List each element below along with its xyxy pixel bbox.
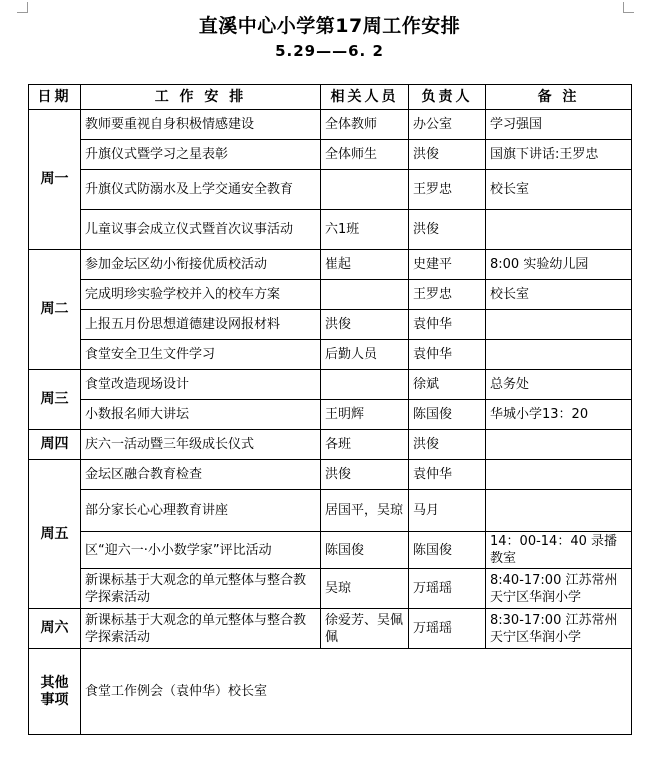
owner-cell: 袁仲华 bbox=[409, 310, 486, 340]
owner-cell: 万瑶瑶 bbox=[409, 569, 486, 609]
table-row bbox=[29, 210, 632, 250]
page-title: 直溪中心小学第17周工作安排 bbox=[198, 15, 461, 37]
note-cell bbox=[486, 430, 632, 460]
table-row bbox=[29, 460, 632, 490]
owner-cell: 洪俊 bbox=[409, 140, 486, 170]
table-row bbox=[29, 250, 632, 280]
owner-cell: 马月 bbox=[409, 490, 486, 532]
people-cell: 王明辉 bbox=[321, 400, 409, 430]
other-matters-label-text: 其他事项 bbox=[40, 674, 69, 708]
note-cell bbox=[486, 210, 632, 250]
people-cell: 全体教师 bbox=[321, 110, 409, 140]
header-owner: 负责人 bbox=[409, 85, 486, 110]
day-label-wednesday: 周三 bbox=[29, 370, 81, 430]
day-label-saturday: 周六 bbox=[29, 609, 81, 649]
day-label-tuesday: 周二 bbox=[29, 250, 81, 370]
header-task: 工 作 安 排 bbox=[81, 85, 321, 110]
table-row bbox=[29, 609, 632, 649]
owner-cell: 洪俊 bbox=[409, 430, 486, 460]
people-cell: 居国平，吴琼 bbox=[321, 490, 409, 532]
table-row bbox=[29, 170, 632, 210]
day-label-monday: 周一 bbox=[29, 110, 81, 250]
note-cell: 校长室 bbox=[486, 170, 632, 210]
note-cell: 8:00 实验幼儿园 bbox=[486, 250, 632, 280]
note-cell bbox=[486, 460, 632, 490]
people-cell: 徐爱芳、吴佩佩 bbox=[321, 609, 409, 649]
header-people: 相关人员 bbox=[321, 85, 409, 110]
task-cell: 上报五月份思想道德建设网报材料 bbox=[81, 310, 321, 340]
task-cell: 升旗仪式暨学习之星表彰 bbox=[81, 140, 321, 170]
date-range: 5.29——6. 2 bbox=[275, 42, 384, 60]
people-cell: 洪俊 bbox=[321, 310, 409, 340]
task-cell: 区“迎六一·小小数学家”评比活动 bbox=[81, 532, 321, 569]
table-row bbox=[29, 110, 632, 140]
table-row bbox=[29, 340, 632, 370]
task-cell: 庆六一活动暨三年级成长仪式 bbox=[81, 430, 321, 460]
note-cell: 华城小学13：20 bbox=[486, 400, 632, 430]
table-row-other bbox=[29, 649, 632, 735]
task-cell: 教师要重视自身积极情感建设 bbox=[81, 110, 321, 140]
people-cell: 全体师生 bbox=[321, 140, 409, 170]
owner-cell: 徐斌 bbox=[409, 370, 486, 400]
table-row bbox=[29, 400, 632, 430]
people-cell: 各班 bbox=[321, 430, 409, 460]
header-date: 日期 bbox=[29, 85, 81, 110]
task-cell: 参加金坛区幼小衔接优质校活动 bbox=[81, 250, 321, 280]
people-cell: 洪俊 bbox=[321, 460, 409, 490]
task-cell: 食堂安全卫生文件学习 bbox=[81, 340, 321, 370]
other-matters-content: 食堂工作例会（袁仲华）校长室 bbox=[81, 649, 632, 735]
table-row bbox=[29, 280, 632, 310]
task-cell: 金坛区融合教育检查 bbox=[81, 460, 321, 490]
task-cell: 小数报名师大讲坛 bbox=[81, 400, 321, 430]
note-cell: 校长室 bbox=[486, 280, 632, 310]
other-matters-label bbox=[29, 649, 81, 735]
day-label-friday: 周五 bbox=[29, 460, 81, 609]
owner-cell: 办公室 bbox=[409, 110, 486, 140]
table-row bbox=[29, 430, 632, 460]
owner-cell: 万瑶瑶 bbox=[409, 609, 486, 649]
header-note: 备 注 bbox=[486, 85, 632, 110]
owner-cell: 陈国俊 bbox=[409, 532, 486, 569]
task-cell: 食堂改造现场设计 bbox=[81, 370, 321, 400]
owner-cell: 袁仲华 bbox=[409, 460, 486, 490]
note-cell bbox=[486, 310, 632, 340]
note-cell: 14：00-14：40 录播教室 bbox=[486, 532, 632, 569]
owner-cell: 陈国俊 bbox=[409, 400, 486, 430]
task-cell: 完成明珍实验学校并入的校车方案 bbox=[81, 280, 321, 310]
schedule-table bbox=[28, 84, 632, 735]
note-cell: 总务处 bbox=[486, 370, 632, 400]
note-cell: 学习强国 bbox=[486, 110, 632, 140]
people-cell: 陈国俊 bbox=[321, 532, 409, 569]
people-cell bbox=[321, 170, 409, 210]
owner-cell: 王罗忠 bbox=[409, 280, 486, 310]
owner-cell: 洪俊 bbox=[409, 210, 486, 250]
note-cell bbox=[486, 340, 632, 370]
table-row bbox=[29, 490, 632, 532]
table-row bbox=[29, 569, 632, 609]
day-label-thursday: 周四 bbox=[29, 430, 81, 460]
people-cell bbox=[321, 370, 409, 400]
people-cell: 后勤人员 bbox=[321, 340, 409, 370]
people-cell: 六1班 bbox=[321, 210, 409, 250]
task-cell: 新课标基于大观念的单元整体与整合教学探索活动 bbox=[81, 609, 321, 649]
table-row bbox=[29, 140, 632, 170]
owner-cell: 袁仲华 bbox=[409, 340, 486, 370]
note-cell: 8:30-17:00 江苏常州天宁区华润小学 bbox=[486, 609, 632, 649]
owner-cell: 王罗忠 bbox=[409, 170, 486, 210]
note-cell: 国旗下讲话:王罗忠 bbox=[486, 140, 632, 170]
task-cell: 新课标基于大观念的单元整体与整合教学探索活动 bbox=[81, 569, 321, 609]
task-cell: 部分家长心心理教育讲座 bbox=[81, 490, 321, 532]
note-cell: 8:40-17:00 江苏常州天宁区华润小学 bbox=[486, 569, 632, 609]
table-header-row bbox=[29, 85, 632, 110]
note-cell bbox=[486, 490, 632, 532]
task-cell: 儿童议事会成立仪式暨首次议事活动 bbox=[81, 210, 321, 250]
people-cell bbox=[321, 280, 409, 310]
table-row bbox=[29, 370, 632, 400]
task-cell: 升旗仪式防溺水及上学交通安全教育 bbox=[81, 170, 321, 210]
people-cell: 崔起 bbox=[321, 250, 409, 280]
people-cell: 吴琼 bbox=[321, 569, 409, 609]
owner-cell: 史建平 bbox=[409, 250, 486, 280]
table-row bbox=[29, 532, 632, 569]
table-row bbox=[29, 310, 632, 340]
